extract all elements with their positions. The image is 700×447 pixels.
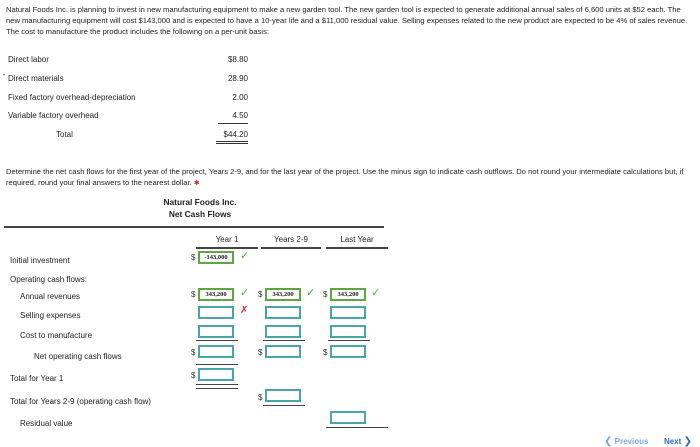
- check-icon: ✓: [240, 250, 250, 262]
- initial-investment-year1-input[interactable]: -143,000: [198, 251, 234, 264]
- net-operating-cash-flows-year1-input[interactable]: [198, 345, 234, 358]
- table-title: Net Cash Flows: [168, 209, 232, 219]
- column-rule-years-2-9: [261, 247, 321, 249]
- next-button[interactable]: [664, 436, 692, 447]
- row-net-operating-cash-flows: Net operating cash flows: [34, 352, 122, 361]
- currency-symbol: $: [323, 348, 328, 357]
- instructions-body: Determine the net cash flows for the first year of the project, Years 2-9, and for the last year of the project. Use the minus sign to indicate cash outflows. Do not round your intermediate calculations but, if required, round your final answers to the nearest dollar.: [6, 167, 684, 187]
- cost-value-variable-overhead: 4.50: [218, 111, 248, 124]
- total-years2-9-input[interactable]: [265, 389, 301, 402]
- table-top-divider: [4, 226, 384, 228]
- residual-value-last-year-input[interactable]: [330, 411, 366, 424]
- column-rule-last-year: [326, 247, 388, 249]
- check-icon: ✓: [306, 287, 316, 299]
- row-annual-revenues: Annual revenues: [20, 292, 81, 301]
- currency-symbol: $: [258, 393, 263, 402]
- row-residual-value: Residual value: [20, 419, 73, 428]
- cost-label-direct-labor: Direct labor: [8, 55, 49, 64]
- net-operating-cash-flows-years2-9-input[interactable]: [265, 345, 301, 358]
- cost-total-value: $44.20: [216, 130, 248, 144]
- subtotal-rule: [263, 405, 305, 406]
- subtotal-rule: [196, 364, 238, 365]
- selling-expenses-year1-input[interactable]: [198, 306, 234, 319]
- currency-symbol: $: [191, 348, 196, 357]
- previous-label: Previous: [614, 437, 649, 446]
- cost-total-label: Total: [56, 130, 73, 139]
- cost-value-fixed-overhead: 2.00: [232, 93, 248, 102]
- chevron-right-icon: ❯: [683, 436, 692, 447]
- row-initial-investment: Initial investment: [10, 256, 70, 265]
- cost-value-direct-materials: 28.90: [227, 74, 248, 83]
- row-selling-expenses: Selling expenses: [20, 311, 81, 320]
- problem-paragraph: Natural Foods Inc. is planning to invest in new manufacturing equipment to make a new garden tool. The new garden tool is expected to generate additional annual sales of 6,600 units at $52 each. The new manufacturing equipment will cost $143,000 and is expected to have a 10-year life and a $11,000 residual value. Selling expenses related to the new product are expected to be 4% of sales revenue. The cost to manufacture the product includes the following on a per-unit basis:: [6, 5, 688, 36]
- row-operating-cash-flows: Operating cash flows:: [10, 275, 87, 284]
- currency-symbol: $: [191, 253, 196, 262]
- cost-to-manufacture-year1-input[interactable]: [198, 325, 234, 338]
- subtotal-rule: [196, 340, 238, 341]
- selling-expenses-last-year-input[interactable]: [330, 306, 366, 319]
- incorrect-x-icon: ✗: [240, 305, 249, 316]
- row-cost-to-manufacture: Cost to manufacture: [20, 331, 93, 340]
- double-underline: [196, 384, 238, 389]
- column-last-year: Last Year: [340, 235, 374, 244]
- cost-to-manufacture-years2-9-input[interactable]: [265, 325, 301, 338]
- selling-expenses-years2-9-input[interactable]: [265, 306, 301, 319]
- currency-symbol: $: [323, 290, 328, 299]
- currency-symbol: $: [191, 290, 196, 299]
- net-operating-cash-flows-last-year-input[interactable]: [330, 345, 366, 358]
- required-marker: ✱: [193, 180, 200, 187]
- next-label: Next: [664, 437, 682, 446]
- subtotal-rule: [263, 340, 305, 341]
- currency-symbol: $: [191, 371, 196, 380]
- table-company: Natural Foods Inc.: [163, 197, 237, 207]
- row-total-year-1: Total for Year 1: [10, 374, 64, 383]
- row-total-years-2-9: Total for Years 2-9 (operating cash flow): [10, 397, 151, 406]
- cost-value-direct-labor: $8.80: [227, 55, 248, 64]
- subtotal-rule: [326, 427, 388, 428]
- cost-label-fixed-overhead: Fixed factory overhead-depreciation: [8, 93, 136, 102]
- previous-button[interactable]: [604, 436, 648, 447]
- annual-revenues-last-year-input[interactable]: 343,200: [330, 288, 366, 301]
- currency-symbol: $: [258, 290, 263, 299]
- check-icon: ✓: [371, 287, 381, 299]
- column-year-1: Year 1: [215, 235, 239, 244]
- instructions-text: [6, 166, 694, 189]
- currency-symbol: $: [258, 348, 263, 357]
- check-icon: ✓: [240, 287, 250, 299]
- cost-to-manufacture-last-year-input[interactable]: [330, 325, 366, 338]
- cost-label-direct-materials: Direct materials: [8, 74, 64, 83]
- cost-label-variable-overhead: Variable factory overhead: [8, 111, 99, 120]
- column-years-2-9: Years 2-9: [274, 235, 308, 244]
- annual-revenues-year1-input[interactable]: 343,200: [198, 288, 234, 301]
- annual-revenues-years2-9-input[interactable]: 343,200: [265, 288, 301, 301]
- total-year1-input[interactable]: [198, 368, 234, 381]
- chevron-left-icon: ❮: [604, 436, 613, 447]
- subtotal-rule: [328, 340, 370, 341]
- bullet-marker: •: [3, 73, 6, 79]
